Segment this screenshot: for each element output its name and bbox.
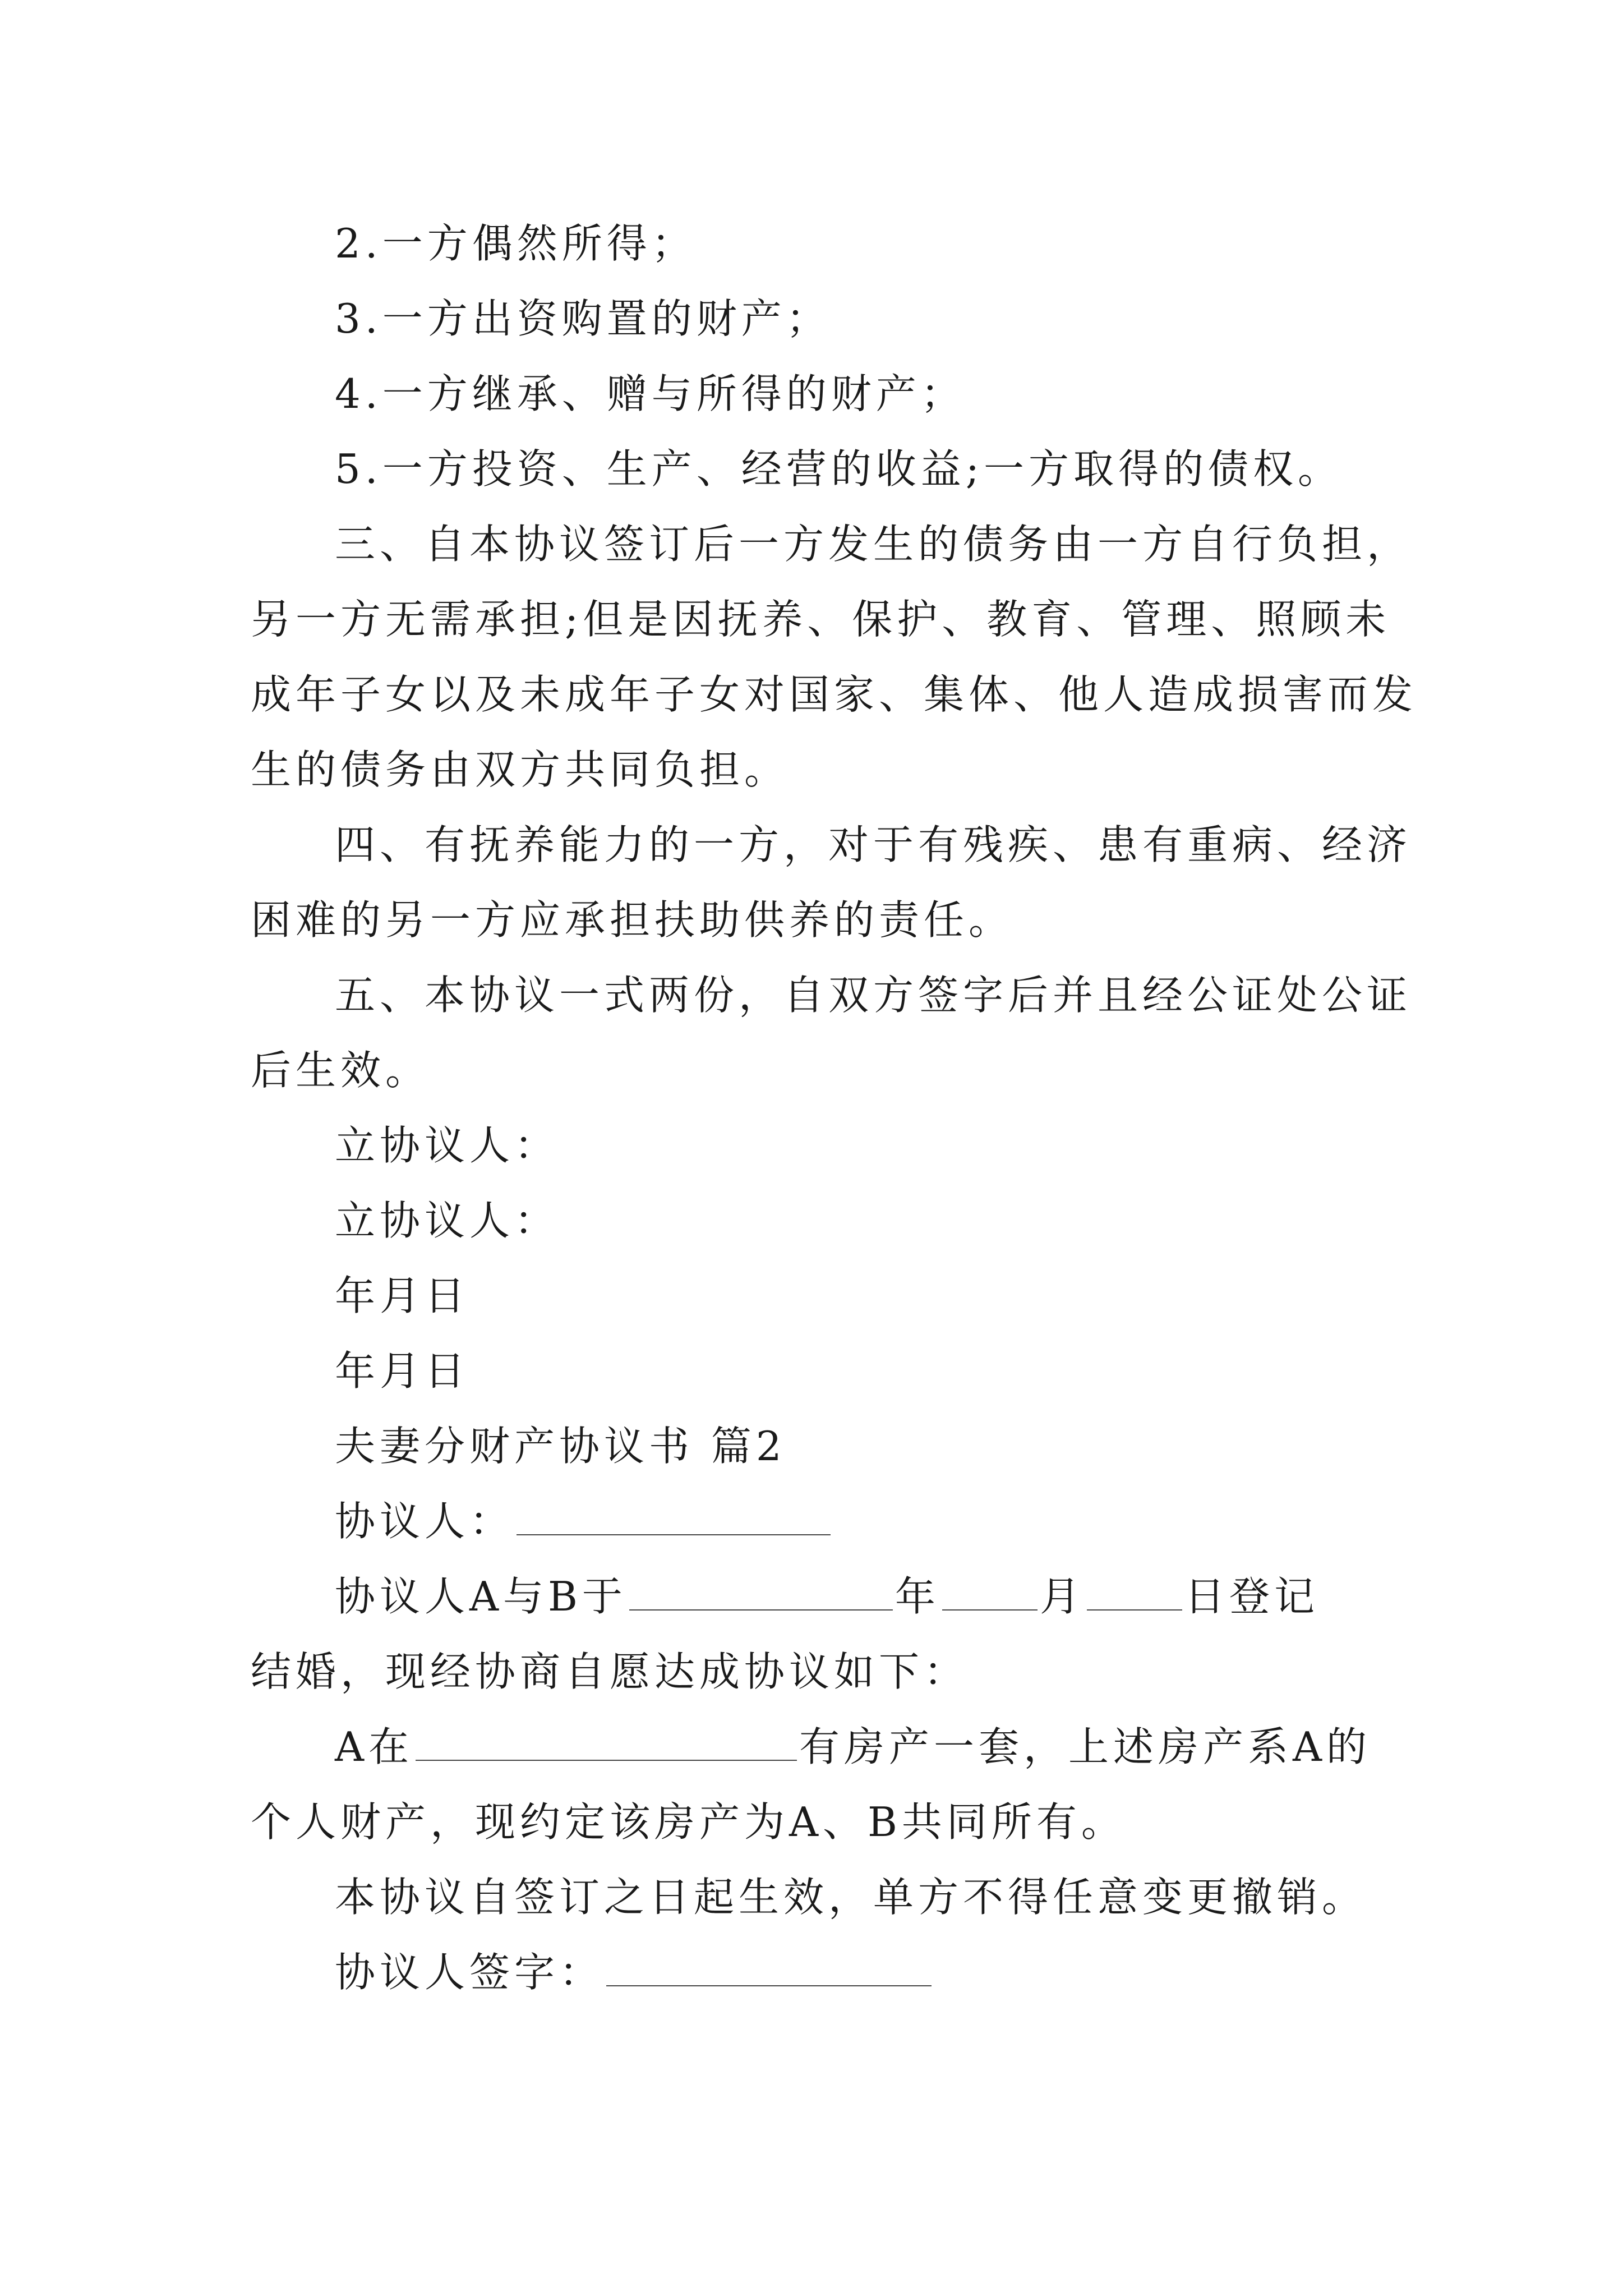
year-blank[interactable] bbox=[629, 1579, 893, 1611]
clause-five-line-1: 五、本协议一式两份，自双方签字后并且经公证处公证 bbox=[335, 972, 1412, 1019]
month-label: 月 bbox=[1039, 1573, 1085, 1620]
signature-blank[interactable] bbox=[606, 1955, 932, 1986]
clause-three-line-3: 成年子女以及未成年子女对国家、集体、他人造成损害而发 bbox=[251, 671, 1418, 718]
marriage-line-2: 结婚，现经协商自愿达成协议如下： bbox=[251, 1648, 969, 1695]
date-label-1: 年月日 bbox=[335, 1272, 470, 1319]
month-blank[interactable] bbox=[942, 1579, 1038, 1611]
clause-five-line-2: 后生效。 bbox=[251, 1047, 431, 1094]
party-blank[interactable] bbox=[517, 1504, 831, 1535]
marriage-prefix: 协议人A与B于 bbox=[335, 1573, 627, 1620]
marriage-line-1 bbox=[335, 1573, 1319, 1620]
effective-clause: 本协议自签订之日起生效，单方不得任意变更撤销。 bbox=[335, 1874, 1367, 1921]
property-suffix: 有房产一套，上述房产系A的 bbox=[799, 1723, 1371, 1770]
list-item-3: 3.一方出资购置的财产； bbox=[335, 295, 831, 342]
property-prefix: A在 bbox=[335, 1723, 413, 1770]
list-item-2: 2.一方偶然所得； bbox=[335, 220, 697, 267]
list-item-5: 5.一方投资、生产、经营的收益;一方取得的债权。 bbox=[335, 445, 1343, 493]
day-suffix: 日登记 bbox=[1184, 1573, 1319, 1620]
signatory-label-2: 立协议人： bbox=[335, 1197, 560, 1244]
day-blank[interactable] bbox=[1087, 1579, 1182, 1611]
clause-four-line-1: 四、有抚养能力的一方，对于有残疾、患有重病、经济 bbox=[335, 821, 1412, 868]
property-line-2: 个人财产，现约定该房产为A、B共同所有。 bbox=[251, 1798, 1126, 1846]
clause-three-line-4: 生的债务由双方共同负担。 bbox=[251, 746, 790, 793]
signature-line bbox=[335, 1949, 934, 1996]
party-label: 协议人： bbox=[335, 1498, 515, 1545]
clause-three-line-1: 三、自本协议签订后一方发生的债务由一方自行负担， bbox=[335, 521, 1412, 568]
year-label: 年 bbox=[895, 1573, 940, 1620]
party-line bbox=[335, 1498, 833, 1545]
clause-three-line-2: 另一方无需承担;但是因抚养、保护、教育、管理、照顾未 bbox=[251, 596, 1391, 643]
date-label-2: 年月日 bbox=[335, 1347, 470, 1395]
signatory-label-1: 立协议人： bbox=[335, 1122, 560, 1169]
list-item-4: 4.一方继承、赠与所得的财产； bbox=[335, 370, 966, 417]
property-line-1 bbox=[335, 1723, 1371, 1770]
clause-four-line-2: 困难的另一方应承担扶助供养的责任。 bbox=[251, 896, 1014, 944]
signature-label: 协议人签字： bbox=[335, 1949, 605, 1996]
section-title: 夫妻分财产协议书 篇2 bbox=[335, 1423, 786, 1470]
property-location-blank[interactable] bbox=[416, 1729, 797, 1761]
